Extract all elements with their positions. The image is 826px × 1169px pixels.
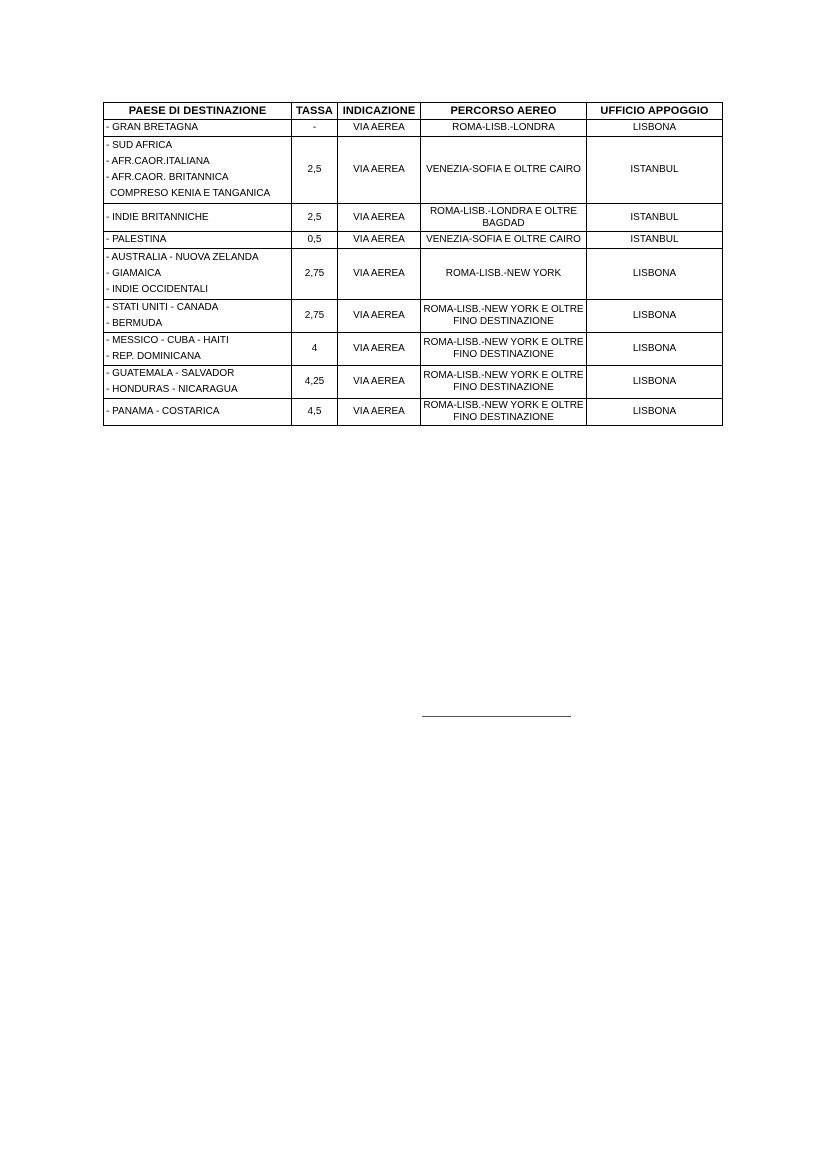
country-name: - BERMUDA — [106, 318, 163, 329]
country-name: - INDIE BRITANNICHE — [106, 211, 209, 223]
country-name: - INDIE OCCIDENTALI — [106, 284, 209, 295]
office-cell: LISBONA — [587, 300, 723, 333]
office-cell: LISBONA — [587, 333, 723, 366]
header-tax: TASSA — [292, 103, 338, 120]
country-name: - SUD AFRICA — [106, 140, 173, 151]
country-name: - MESSICO - CUBA - HAITI — [106, 335, 229, 346]
header-indication: INDICAZIONE — [338, 103, 421, 120]
office-cell: ISTANBUL — [587, 137, 723, 204]
country-name: COMPRESO KENIA E TANGANICA — [110, 188, 271, 199]
country-cell — [104, 399, 292, 426]
country-name: - GIAMAICA — [106, 268, 162, 279]
table-row — [104, 366, 723, 399]
country-name: - AFR.CAOR.ITALIANA — [106, 156, 210, 167]
office-cell: LISBONA — [587, 249, 723, 300]
tax-cell: 2,75 — [292, 249, 338, 300]
country-name: - AFR.CAOR. BRITANNICA — [106, 172, 229, 183]
tax-cell: 2,5 — [292, 204, 338, 232]
country-cell — [104, 204, 292, 232]
tax-cell: 2,5 — [292, 137, 338, 204]
route-cell: ROMA-LISB.-LONDRA — [421, 120, 587, 137]
country-name: - HONDURAS - NICARAGUA — [106, 384, 238, 395]
office-cell: ISTANBUL — [587, 204, 723, 232]
header-route: PERCORSO AEREO — [421, 103, 587, 120]
route-cell: ROMA-LISB.-NEW YORK E OLTRE FINO DESTINAZIONE — [421, 366, 587, 399]
indication-cell: VIA AEREA — [338, 232, 421, 249]
header-destination: PAESE DI DESTINAZIONE — [104, 103, 292, 120]
tax-cell: - — [292, 120, 338, 137]
office-cell: LISBONA — [587, 366, 723, 399]
table-row — [104, 300, 723, 333]
route-cell: VENEZIA-SOFIA E OLTRE CAIRO — [421, 232, 587, 249]
country-name: - GRAN BRETAGNA — [106, 122, 199, 133]
country-cell — [104, 232, 292, 249]
table-row — [104, 232, 723, 249]
indication-cell: VIA AEREA — [338, 399, 421, 426]
country-name: - STATI UNITI - CANADA — [106, 302, 219, 313]
table-row — [104, 249, 723, 300]
indication-cell: VIA AEREA — [338, 366, 421, 399]
tax-cell: 4,25 — [292, 366, 338, 399]
indication-cell: VIA AEREA — [338, 204, 421, 232]
country-cell — [104, 333, 292, 366]
office-cell: LISBONA — [587, 120, 723, 137]
tax-cell: 4,5 — [292, 399, 338, 426]
indication-cell: VIA AEREA — [338, 137, 421, 204]
indication-cell: VIA AEREA — [338, 249, 421, 300]
country-cell — [104, 366, 292, 399]
route-cell: ROMA-LISB.-NEW YORK E OLTRE FINO DESTINAZIONE — [421, 333, 587, 366]
country-cell — [104, 300, 292, 333]
country-cell — [104, 249, 292, 300]
horizontal-rule — [422, 716, 571, 717]
country-name: - GUATEMALA - SALVADOR — [106, 368, 235, 379]
table-row — [104, 137, 723, 204]
header-office: UFFICIO APPOGGIO — [587, 103, 723, 120]
route-cell: ROMA-LISB.-NEW YORK E OLTRE FINO DESTINAZIONE — [421, 399, 587, 426]
indication-cell: VIA AEREA — [338, 300, 421, 333]
destination-table — [103, 102, 723, 426]
route-cell: ROMA-LISB.-NEW YORK E OLTRE FINO DESTINAZIONE — [421, 300, 587, 333]
country-cell — [104, 137, 292, 204]
table-row — [104, 120, 723, 137]
table-header-row — [104, 103, 723, 120]
route-cell: ROMA-LISB.-NEW YORK — [421, 249, 587, 300]
office-cell: LISBONA — [587, 399, 723, 426]
tax-cell: 4 — [292, 333, 338, 366]
route-cell: ROMA-LISB.-LONDRA E OLTRE BAGDAD — [421, 204, 587, 232]
country-name: - AUSTRALIA - NUOVA ZELANDA — [106, 252, 259, 263]
country-name: - PANAMA - COSTARICA — [106, 406, 220, 417]
indication-cell: VIA AEREA — [338, 120, 421, 137]
tax-cell: 2,75 — [292, 300, 338, 333]
country-cell — [104, 120, 292, 137]
indication-cell: VIA AEREA — [338, 333, 421, 366]
table-row — [104, 333, 723, 366]
office-cell: ISTANBUL — [587, 232, 723, 249]
table-row — [104, 399, 723, 426]
country-name: - REP. DOMINICANA — [106, 351, 201, 362]
country-name: - PALESTINA — [106, 234, 167, 245]
route-cell: VENEZIA-SOFIA E OLTRE CAIRO — [421, 137, 587, 204]
tax-cell: 0,5 — [292, 232, 338, 249]
table-row — [104, 204, 723, 232]
